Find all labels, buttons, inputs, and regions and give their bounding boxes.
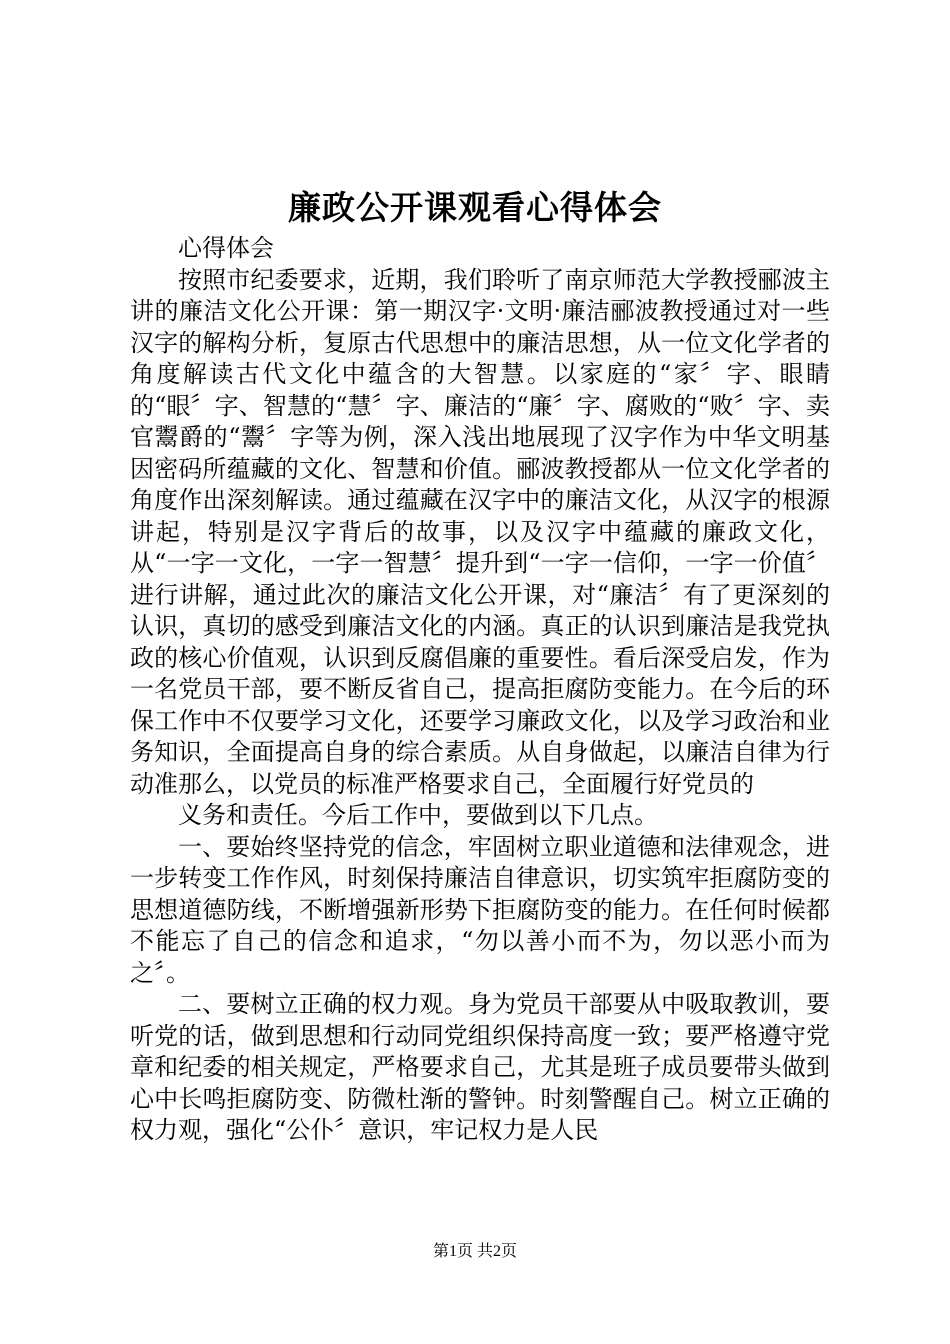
paragraph: 按照市纪委要求，近期，我们聆听了南京师范大学教授郦波主讲的廉洁文化公开课：第一期汉字·文明·廉洁郦波教授通过对一些汉字的解构分析，复原古代思想中的廉洁思想，从一位文化学者的角度解读古代文化中蕴含的大智慧。以家庭的“家〞字、眼睛的“眼〞字、智慧的“慧〞字、廉洁的“廉〞字、腐败的“败〞字、卖官鬻爵的“鬻〞字等为例，深入浅出地展现了汉字作为中华文明基因密码所蕴藏的文化、智慧和价值。郦波教授都从一位文化学者的角度作出深刻解读。通过蕴藏在汉字中的廉洁文化，从汉字的根源讲起，特别是汉字背后的故事，以及汉字中蕴藏的廉政文化，从“一字一文化，一字一智慧〞提升到“一字一信仰，一字一价值〞进行讲解，通过此次的廉洁文化公开课，对“廉洁〞有了更深刻的认识，真切的感受到廉洁文化的内涵。真正的认识到廉洁是我党执政的核心价值观，认识到反腐倡廉的重要性。看后深受启发，作为一名党员干部，要不断反省自己，提高拒腐防变能力。在今后的环保工作中不仅要学习文化，还要学习廉政文化，以及学习政治和业务知识，全面提高自身的综合素质。从自身做起，以廉洁自律为行动准那么，以党员的标准严格要求自己，全面履行好党员的 (130, 265, 830, 798)
document-body (130, 233, 830, 1147)
paragraph: 二、要树立正确的权力观。身为党员干部要从中吸取教训，要听党的话，做到思想和行动同党组织保持高度一致；要严格遵守党章和纪委的相关规定，严格要求自己，尤其是班子成员要带头做到心中长鸣拒腐防变、防微杜渐的警钟。时刻警醒自己。树立正确的权力观，强化“公仆〞意识，牢记权力是人民 (130, 990, 830, 1144)
page-number-footer: 第1页 共2页 (432, 1243, 517, 1260)
page-title: 廉政公开课观看心得体会 (288, 188, 662, 227)
paragraph-heading: 心得体会 (178, 234, 274, 262)
paragraph: 一、要始终坚持党的信念，牢固树立职业道德和法律观念，进一步转变工作作风，时刻保持廉洁自律意识，切实筑牢拒腐防变的思想道德防线，不断增强新形势下拒腐防变的能力。在任何时候都不能忘了自己的信念和追求，“勿以善小而不为，勿以恶小而为之〞。 (130, 832, 830, 987)
paragraph: 义务和责任。今后工作中，要做到以下几点。 (178, 801, 658, 829)
